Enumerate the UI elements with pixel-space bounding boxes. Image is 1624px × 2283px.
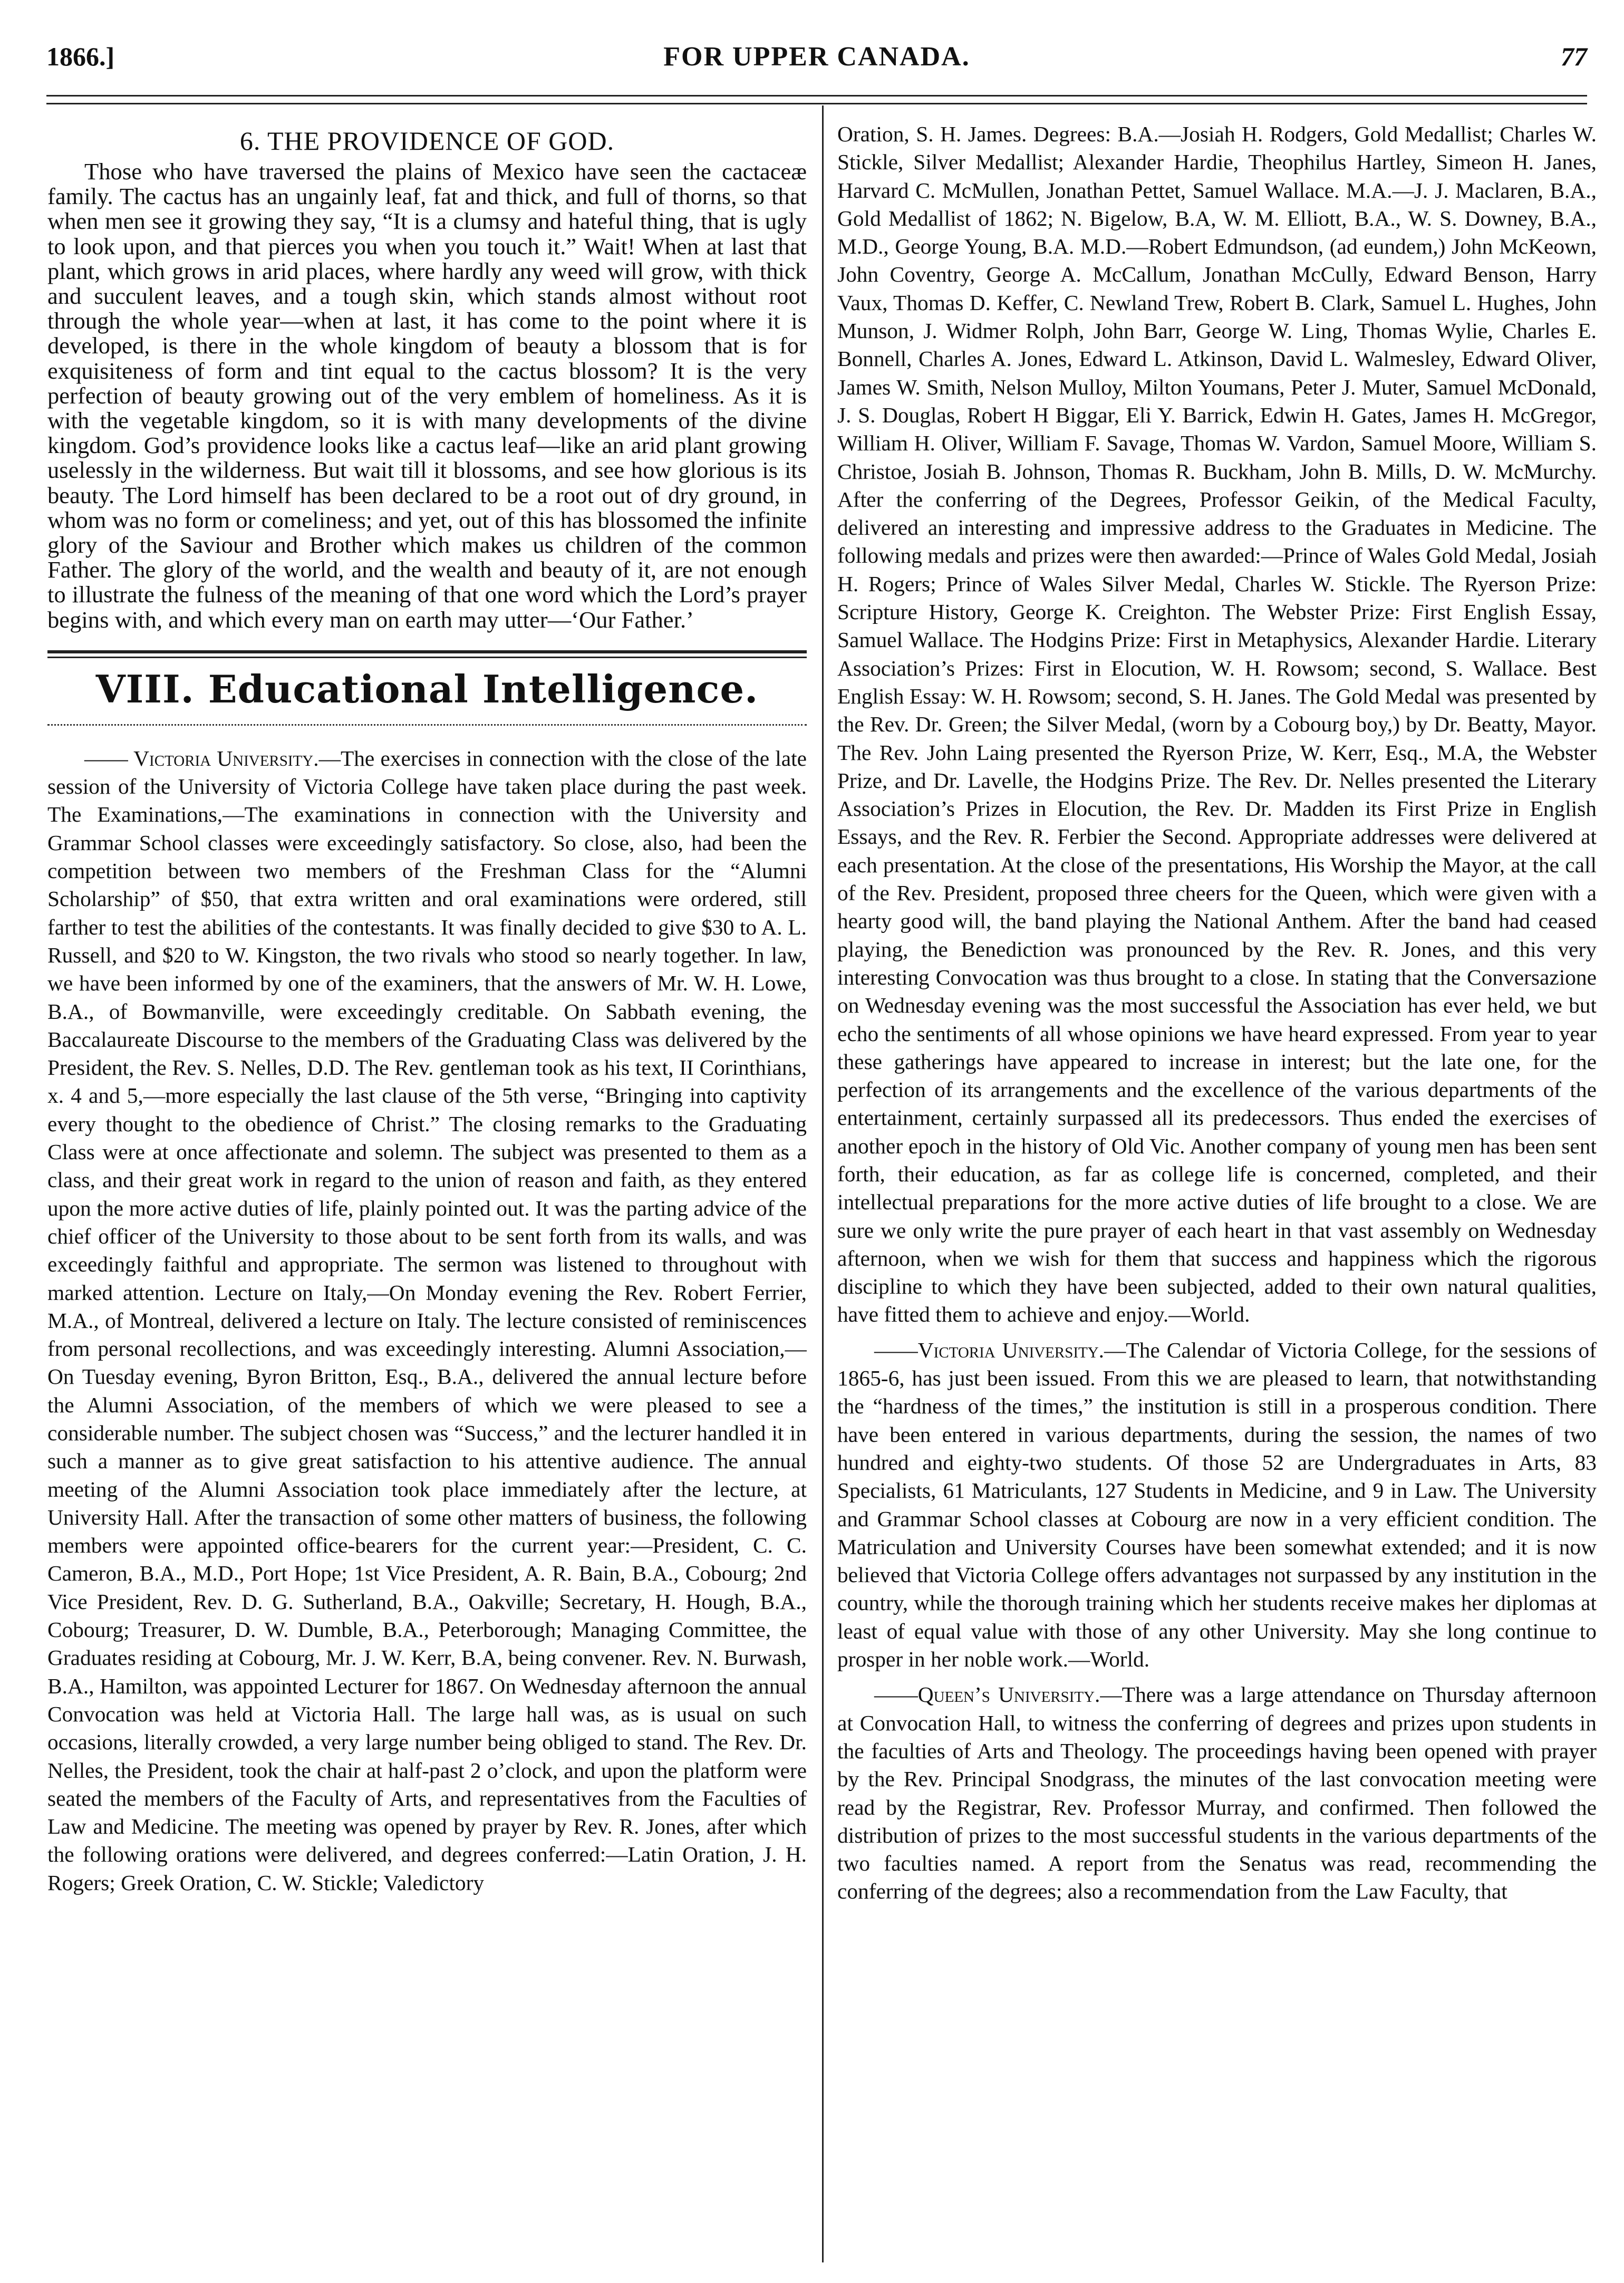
header-rule [46, 95, 1587, 104]
header-title: FOR UPPER CANADA. [663, 42, 970, 72]
victoria-lead: —— Victoria University. [84, 746, 319, 770]
providence-title: 6. THE PROVIDENCE OF GOD. [239, 126, 615, 156]
providence-text: Those who have traversed the plains of Mexico have seen the cactaceæ family. The cactus has an ungainly leaf, fat and thick, and full of thorns, so that when men see it growing they say, “It is a clumsy and hateful thing, that is ugly to look upon, and that pierces you when you touch it.” Wait! When at last that plant, which grows in arid places, where hardly any weed will grow, with thick and succulent leaves, and a tough skin, which stands almost without root through the whole year—when at last, it has come to the point where it is developed, is there in the whole kingdom of beauty a blossom that is for exquisiteness of form and tint equal to the cactus blossom? It is the very perfection of beauty growing out of the very emblem of homeliness. As it is with the vegetable kingdom, so it is with many developments of the divine kingdom. God’s providence looks like a cactus leaf—like an arid plant growing uselessly in the wilderness. But wait till it blossoms, and see how glorious is its beauty. The Lord himself has been declared to be a root out of dry ground, in whom was no form or comeliness; and yet, out of this has blossomed the infinite glory of the Saviour and Brother which makes us children of the common Father. The glory of the world, and the wealth and beauty of it, are not enough to illustrate the fulness of the meaning of that one word which the Lord’s prayer begins with, and which every man on earth may utter—‘Our Father.’ [47, 158, 807, 633]
section-rule-dotted [47, 724, 807, 731]
victoria-calendar-lead: ——Victoria University. [874, 1337, 1105, 1362]
victoria-text-left: —The exercises in connection with the close of the late session of the University of Victoria College have taken place during the past week. The Examinations,—The examinations in connection with the University and Grammar School classes were exceedingly satisfactory. So close, also, had been the competition between two members of the Freshman Class for the “Alumni Scholarship” of $50, that extra written and oral examinations were ordered, still farther to test the abilities of the contestants. It was finally decided to give $30 to A. L. Russell, and $20 to W. Kingston, the two rivals who stood so nearly together. In law, we have been informed by one of the examiners, that the answers of Mr. W. H. Lowe, B.A., of Bowmanville, were exceedingly creditable. On Sabbath evening, the Baccalaureate Discourse to the members of the Graduating Class was delivered by the President, the Rev. S. Nelles, D.D. The Rev. gentleman took as his text, II Corinthians, x. 4 and 5,—more especially the last clause of the 5th verse, “Bringing into captivity every thought to the obedience of Christ.” The closing remarks to the Graduating Class were at once affectionate and solemn. The subject was presented to them as a class, and their great work in regard to the union of reason and faith, as they entered upon the more active duties of life, plainly pointed out. It was the parting advice of the chief officer of the University to those about to be sent forth from its walls, and was exceedingly faithful and appropriate. The sermon was listened to throughout with marked attention. Lecture on Italy,—On Monday evening the Rev. Robert Ferrier, M.A., of Montreal, delivered a lecture on Italy. The lecture consisted of reminiscences from personal recollections, and was exceedingly interesting. Alumni Association,—On Tuesday evening, Byron Britton, Esq., B.A., delivered the annual lecture before the Alumni Association, of the members of which we were pleased to see a considerable number. The subject chosen was “Success,” and the lecturer handled it in such a manner as to give great satisfaction to his attentive audience. The annual meeting of the Alumni Association took place immediately after the lecture, at University Hall. After the transaction of some other matters of business, the following members were appointed office-bearers for the current year:—President, C. C. Cameron, B.A., M.D., Port Hope; 1st Vice President, A. R. Bain, B.A., Cobourg; 2nd Vice President, Rev. D. G. Sutherland, B.A., Oakville; Secretary, H. Hough, B.A., Cobourg; Treasurer, D. W. Dumble, B.A., Peterborough; Managing Committee, the Graduates residing at Cobourg, Mr. J. W. Kerr, B.A, being convener. Rev. N. Burwash, B.A., Hamilton, was appointed Lecturer for 1867. On Wednesday afternoon the annual Convocation was held at Victoria Hall. The large hall was, as is usual on such occasions, literally crowded, a very large number being obliged to stand. The Rev. Dr. Nelles, the President, took the chair at half-past 2 o’clock, and upon the platform were seated the members of the Faculty of Arts, and representatives from the Faculties of Law and Medicine. The meeting was opened by prayer by Rev. R. Jones, after which the following orations were delivered, and degrees conferred:—Latin Oration, J. H. Rogers; Greek Oration, C. W. Stickle; Valedictory [47, 746, 807, 1895]
queens-lead: ——Queen’s University. [874, 1682, 1100, 1707]
queens-text: —There was a large attendance on Thursday afternoon at Convocation Hall, to witness the conferring of degrees and prizes upon students in the faculties of Arts and Theology. The proceedings having been opened with prayer by the Rev. Principal Snodgrass, the minutes of the last convocation meeting were read by the Registrar, Rev. Professor Murray, and confirmed. Then followed the distribution of prizes to the most successful students in the various departments of the two faculties named. A report from the Senatus was read, recommending the conferring of the degrees; also a recommendation from the Law Faculty, that [837, 1682, 1597, 1904]
section-rule-thick [47, 650, 807, 653]
victoria-article-part1 [47, 745, 807, 1897]
left-column [47, 120, 807, 2269]
victoria-text-right: Oration, S. H. James. Degrees: B.A.—Josiah H. Rodgers, Gold Medallist; Charles W. Stickle, Silver Medallist; Alexander Hardie, Theophilus Hartley, Simeon H. Janes, Harvard C. McMullen, Jonathan Pettet, Samuel Wallace. M.A.—J. J. Maclaren, B.A., Gold Medallist of 1862; N. Bigelow, B.A, W. M. Elliott, B.A., W. S. Downey, B.A., M.D., George Young, B.A. M.D.—Robert Edmundson, (ad eundem,) John McKeown, John Coventry, George A. McCallum, Jonathan McCully, Edward Benson, Harry Vaux, Thomas D. Keffer, C. Newland Trew, Robert B. Clark, Samuel L. Hughes, John Munson, J. Widmer Rolph, John Barr, George W. Ling, Thomas Wylie, Charles E. Bonnell, Charles A. Jones, Edward L. Atkinson, David L. Walmesley, Edward Oliver, James W. Smith, Nelson Mulloy, Milton Youmans, Peter J. Muter, Samuel McDonald, J. S. Douglas, Robert H Biggar, Eli Y. Barrick, Edwin H. Gates, James H. McGregor, William H. Oliver, William F. Savage, Thomas W. Vardon, Samuel Moore, William S. Christoe, Josiah B. Johnson, Thomas R. Buckham, John B. Mills, D. W. McMurchy. After the conferring of the Degrees, Professor Geikin, of the Medical Faculty, delivered an interesting and impressive address to the Graduates in Medicine. The following medals and prizes were then awarded:—Prince of Wales Gold Medal, Josiah H. Rogers; Prince of Wales Silver Medal, Charles W. Stickle. The Ryerson Prize: Scripture History, George K. Creighton. The Webster Prize: First English Essay, Samuel Wallace. The Hodgins Prize: First in Metaphysics, Alexander Hardie. Literary Association’s Prizes: First in Elocution, W. H. Rowsom; second, S. Wallace. Best English Essay: W. H. Rowsom; second, S. H. Janes. The Gold Medal was presented by the Rev. Dr. Green; the Silver Medal, (worn by a Cobourg boy,) by Dr. Beatty, Mayor. The Rev. John Laing presented the Ryerson Prize, W. Kerr, Esq., M.A, the Webster Prize, and Dr. Lavelle, the Hodgins Prize. The Rev. Dr. Nelles presented the Literary Association’s Prizes in Elocution, the Rev. Dr. Madden its First Prize in English Essays, and the Rev. R. Ferbier the Second. Appropriate addresses were delivered at each presentation. At the close of the presentations, His Worship the Mayor, at the call of the Rev. President, proposed three cheers for the Queen, which were given with a hearty good will, the band playing the National Anthem. After the band had ceased playing, the Benediction was pronounced by the Rev. R. Jones, and this very interesting Convocation was thus brought to a close. In stating that the Conversazione on Wednesday evening was the most successful the Association has ever held, we but echo the sentiments of all whose opinions we have heard expressed. From year to year these gatherings have appeared to increase in interest; but the late one, for the perfection of its arrangements and the excellence of the various departments of the entertainment, certainly surpassed all its predecessors. Thus ended the exercises of another epoch in the history of Old Vic. Another company of young men has been sent forth, their education, as far as college life is concerned, completed, and their intellectual preparations for the more active duties of life brought to a close. We are sure we only write the pure prayer of each heart in that vast assembly on Wednesday afternoon, when we wish for them that success and happiness which the rigorous discipline to which they have been subjected, added to their own natural qualities, have fitted them to achieve and enjoy.—World. [837, 122, 1597, 1327]
victoria-calendar-article [837, 1336, 1597, 1674]
running-head [46, 41, 1587, 78]
right-column [837, 120, 1597, 2272]
section-rule-thin [47, 657, 807, 658]
victoria-calendar-text: —The Calendar of Victoria College, for the sessions of 1865-6, has just been issued. From this we are pleased to learn, that notwithstanding the “hardness of the times,” the institution is still in a prosperous condition. There have been entered in various departments, during the session, the names of two hundred and eighty-two students. Of those 52 are Undergraduates in Arts, 83 Specialists, 61 Matriculants, 127 Students in Medicine, and 9 in Law. The University and Grammar School classes at Cobourg are now in a very efficient condition. The Matriculation and University Courses have been somewhat extended; and it is now believed that Victoria College offers advantages not surpassed by any institution in the country, while the thorough training which her students receive makes her diplomas at least of equal value with those of any other University. May she long continue to prosper in her noble work.—World. [837, 1337, 1597, 1672]
page-number: 77 [1561, 42, 1587, 71]
header-year: 1866.] [46, 42, 115, 71]
queens-article [837, 1681, 1597, 1905]
section-heading: VIII. Educational Intelligence. [95, 666, 759, 711]
column-divider [822, 105, 824, 2262]
